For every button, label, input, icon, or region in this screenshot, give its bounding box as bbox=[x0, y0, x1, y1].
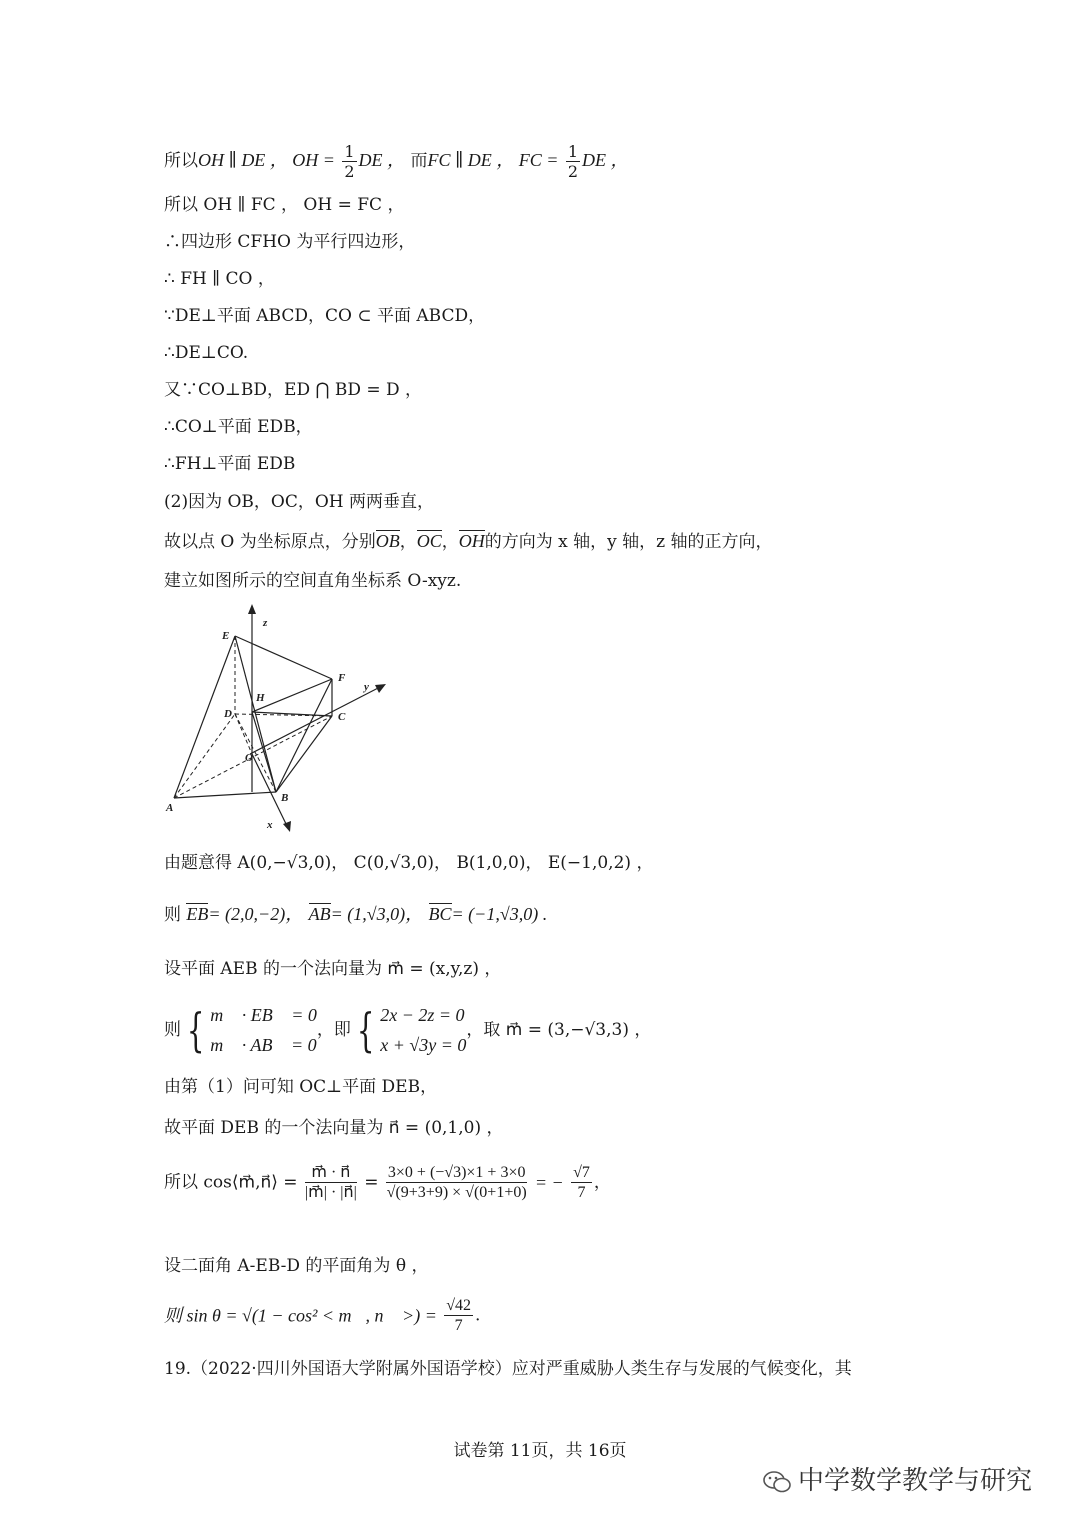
proof-line-4: ∴ FH ∥ CO ， bbox=[164, 269, 275, 289]
text: . bbox=[475, 1305, 481, 1326]
vector-ob: OB bbox=[375, 531, 400, 551]
fraction-half bbox=[342, 142, 356, 181]
proof-line-3: ∴四边形 CFHO 为平行四边形， bbox=[164, 232, 416, 252]
edge-ad bbox=[174, 714, 235, 798]
edge-bc bbox=[276, 716, 332, 792]
z-arrowhead bbox=[248, 604, 256, 614]
coords-line: 由题意得 A(0,−√3,0)， C(0,√3,0)， B(1,0,0)， E(−1,0,2) ， bbox=[164, 853, 654, 873]
numerator: 1 bbox=[344, 142, 355, 161]
label-e: E bbox=[222, 630, 230, 642]
math: = (−1,√3,0) . bbox=[451, 904, 548, 924]
system-row: m⃗ · AB⃗ = 0 bbox=[210, 1035, 317, 1055]
text: 则 bbox=[164, 1020, 181, 1040]
text: ，取 m⃗ = (3,−√3,3) ， bbox=[466, 1020, 652, 1040]
label-b: B bbox=[281, 792, 289, 804]
question-19-line: 19.（2022·四川外国语大学附属外国语学校）应对严重威胁人类生存与发展的气候变化，其 bbox=[164, 1359, 852, 1379]
equals: = bbox=[364, 1172, 379, 1193]
denominator: 7 bbox=[454, 1317, 463, 1334]
denominator: √(9+3+9) × √(0+1+0) bbox=[386, 1184, 527, 1201]
system-row: x + √3y = 0 bbox=[380, 1035, 467, 1055]
proof-line-1 bbox=[164, 142, 629, 181]
chat-icon bbox=[762, 1469, 792, 1495]
edge-do bbox=[235, 714, 252, 754]
label-y: y bbox=[364, 681, 369, 693]
vector-oh: OH bbox=[458, 531, 485, 551]
math: = − bbox=[534, 1172, 564, 1193]
numerator: 3×0 + (−√3)×1 + 3×0 bbox=[387, 1164, 526, 1181]
label-o: O bbox=[245, 752, 253, 764]
fraction-half bbox=[566, 142, 580, 181]
x-axis bbox=[252, 754, 288, 828]
reference-line: 由第（1）问可知 OC⊥平面 DEB， bbox=[164, 1077, 438, 1097]
left-brace: { bbox=[356, 1003, 375, 1057]
edge-ef bbox=[235, 636, 332, 679]
part2-line-2 bbox=[164, 530, 773, 553]
label-z: z bbox=[263, 617, 268, 629]
vectors-line bbox=[164, 903, 547, 926]
text: ， bbox=[441, 532, 459, 552]
denominator: 2 bbox=[344, 162, 355, 181]
y-axis bbox=[250, 686, 382, 754]
edge-ab bbox=[174, 792, 276, 798]
part2-line-1: (2)因为 OB，OC，OH 两两垂直， bbox=[164, 492, 435, 512]
proof-line-6: ∴DE⊥CO. bbox=[164, 343, 249, 363]
proof-line-2: 所以 OH ∥ FC ， OH = FC ， bbox=[164, 195, 405, 215]
math: DE ， bbox=[582, 150, 629, 170]
label-h: H bbox=[256, 692, 265, 704]
fraction-sine-result bbox=[444, 1296, 473, 1335]
math: 则 sin θ = √(1 − cos² < m⃗, n⃗ >) = bbox=[164, 1305, 437, 1326]
numerator: m⃗ · n⃗ bbox=[305, 1163, 357, 1183]
cosine-line bbox=[164, 1163, 611, 1235]
vector-ab: AB bbox=[308, 904, 331, 924]
text: 故以点 O 为坐标原点，分别 bbox=[164, 532, 376, 552]
system-row: 2x − 2z = 0 bbox=[380, 1005, 465, 1025]
text: 的方向为 x 轴，y 轴，z 轴的正方向， bbox=[484, 532, 773, 552]
vector-eb: EB bbox=[186, 904, 209, 924]
normal-deb-line: 故平面 DEB 的一个法向量为 n⃗ = (0,1,0) ， bbox=[164, 1118, 504, 1138]
vector-bc: BC bbox=[428, 904, 452, 924]
text: ， bbox=[593, 1172, 611, 1193]
text: 所以 bbox=[164, 151, 198, 171]
text: ，即 bbox=[316, 1020, 351, 1040]
x-arrowhead bbox=[283, 821, 291, 832]
math: DE ， bbox=[358, 150, 406, 170]
proof-line-5: ∵DE⊥平面 ABCD，CO ⊂ 平面 ABCD， bbox=[164, 306, 486, 326]
label-d: D bbox=[224, 708, 232, 720]
coordinate-figure bbox=[160, 602, 400, 834]
numerator: 1 bbox=[567, 142, 579, 161]
math: OH ∥ DE ， OH = bbox=[198, 150, 335, 170]
proof-line-7: 又∵CO⊥BD，ED ⋂ BD = D ， bbox=[164, 380, 423, 400]
label-x: x bbox=[267, 819, 273, 831]
text: ， bbox=[399, 532, 417, 552]
system-row: m⃗ · EB⃗ = 0 bbox=[210, 1005, 317, 1025]
text: 则 bbox=[164, 905, 181, 925]
normal-aeb-line: 设平面 AEB 的一个法向量为 m⃗ = (x,y,z) ， bbox=[164, 959, 502, 979]
numerator: √42 bbox=[446, 1297, 472, 1314]
label-c: C bbox=[338, 711, 346, 723]
math: = (1,√3,0)， bbox=[330, 904, 424, 924]
proof-line-8: ∴CO⊥平面 EDB， bbox=[164, 417, 313, 437]
text: 而 bbox=[410, 151, 428, 171]
system-2 bbox=[380, 1000, 466, 1060]
page-footer: 试卷第 11页，共 16页 bbox=[453, 1441, 627, 1461]
edge-eb bbox=[235, 636, 276, 792]
label-a: A bbox=[166, 802, 174, 814]
watermark-text: 中学数学教学与研究 bbox=[798, 1466, 1033, 1496]
fraction-computation bbox=[386, 1163, 528, 1202]
text: 所以 cos⟨m⃗,n⃗⟩ = bbox=[164, 1172, 298, 1193]
math: FC ∥ DE ， FC = bbox=[427, 150, 559, 170]
system-1 bbox=[210, 1000, 317, 1060]
sine-line bbox=[164, 1296, 480, 1346]
vector-oc: OC bbox=[416, 531, 442, 551]
left-brace: { bbox=[186, 1003, 205, 1057]
system-line bbox=[164, 1000, 651, 1064]
denominator: 2 bbox=[567, 162, 579, 181]
dihedral-line: 设二面角 A-EB-D 的平面角为 θ ， bbox=[164, 1256, 429, 1276]
numerator: √7 bbox=[573, 1164, 590, 1181]
proof-line-9: ∴FH⊥平面 EDB bbox=[164, 454, 296, 474]
label-f: F bbox=[338, 672, 346, 684]
fraction-result bbox=[571, 1163, 592, 1202]
edge-fb bbox=[276, 679, 332, 792]
denominator: |m⃗| · |n⃗| bbox=[304, 1184, 357, 1201]
fraction-dot-over-norms bbox=[305, 1163, 357, 1202]
part2-line-3: 建立如图所示的空间直角坐标系 O-xyz. bbox=[164, 571, 462, 591]
denominator: 7 bbox=[577, 1184, 586, 1201]
math: = (2,0,−2)， bbox=[208, 904, 304, 924]
watermark bbox=[762, 1460, 1032, 1497]
